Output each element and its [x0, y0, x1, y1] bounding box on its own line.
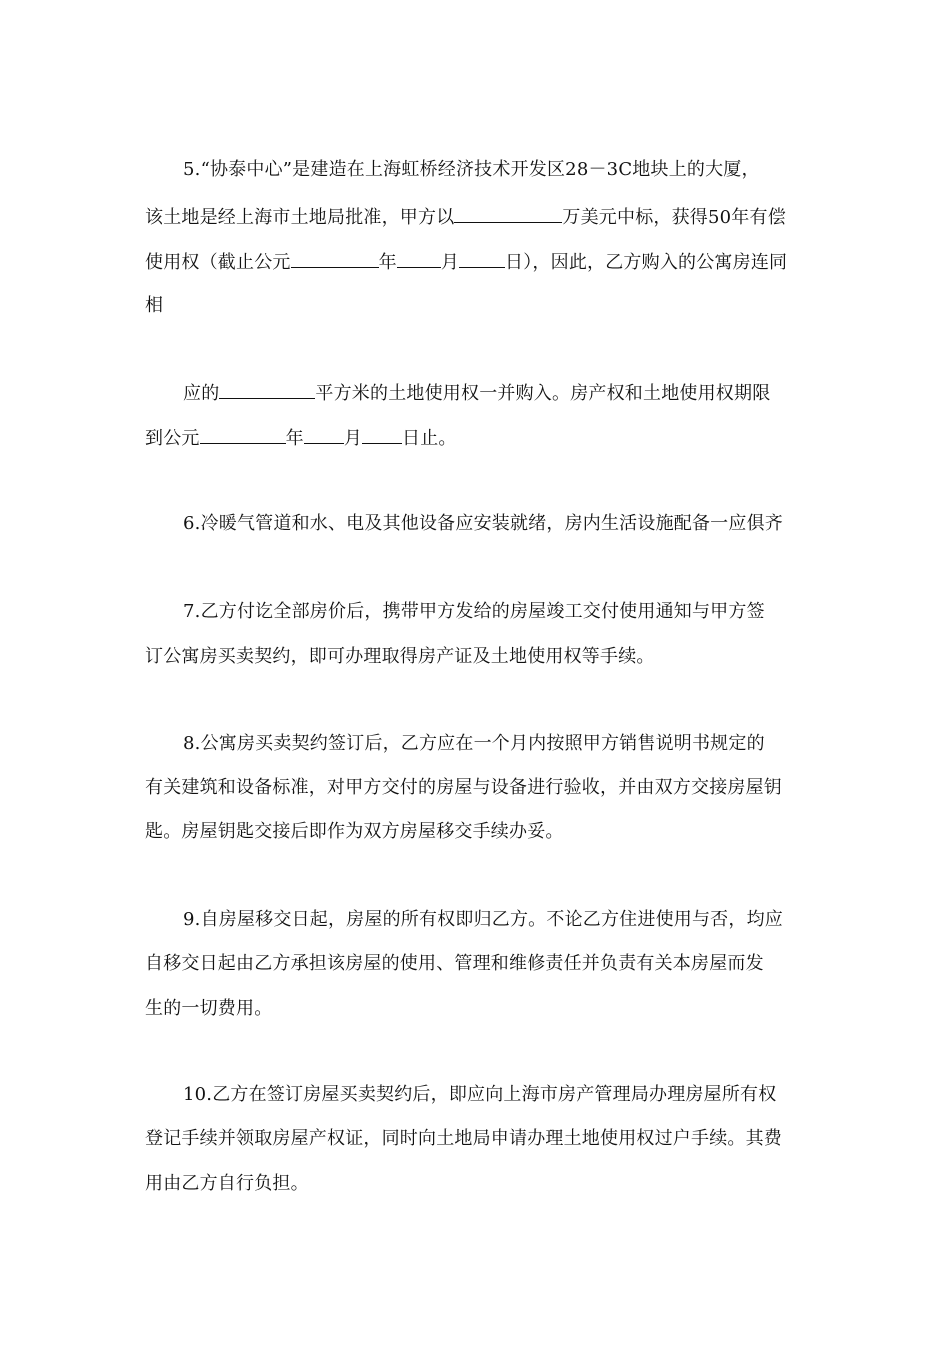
clause-10-text: 10.乙方在签订房屋买卖契约后，即应向上海市房产管理局办理房屋所有权	[183, 1084, 777, 1105]
clause-9-text: 自移交日起由乙方承担该房屋的使用、管理和维修责任并负责有关本房屋而发	[145, 953, 764, 974]
clause-7-text: 订公寓房买卖契约，即可办理取得房产证及土地使用权等手续。	[145, 646, 655, 667]
clause-8-line-2	[145, 776, 815, 800]
clause-5-line-1	[183, 158, 815, 182]
day-blank	[362, 425, 402, 444]
clause-5-text: 5.“协泰中心”是建造在上海虹桥经济技术开发区28－3C地块上的大厦，	[183, 159, 760, 180]
month-blank	[397, 249, 441, 268]
clause-5-text: 日止。	[402, 428, 457, 449]
amount-blank	[454, 204, 562, 223]
clause-9-line-3	[145, 997, 815, 1021]
year-blank	[291, 249, 379, 268]
clause-5-line-6	[145, 425, 815, 451]
clause-5-text: 年	[378, 252, 397, 273]
clause-5-text: 月	[343, 428, 363, 449]
clause-5-line-3	[145, 249, 815, 275]
day-blank	[459, 249, 505, 268]
clause-8-line-1	[183, 732, 815, 756]
clause-6-line-1	[183, 512, 815, 536]
clause-5-text: 月	[440, 252, 460, 273]
clause-7-line-1	[183, 600, 815, 624]
clause-9-line-2	[145, 952, 815, 976]
clause-8-line-3	[145, 820, 815, 844]
clause-5-text: 该土地是经上海市土地局批准，甲方以	[145, 207, 455, 228]
clause-10-line-3	[145, 1172, 815, 1196]
clause-5-text: 年	[285, 428, 304, 449]
year-blank	[200, 425, 286, 444]
clause-9-line-1	[183, 908, 815, 932]
clause-8-text: 8.公寓房买卖契约签订后，乙方应在一个月内按照甲方销售说明书规定的	[183, 733, 765, 754]
clause-5-text: 万美元中标，获得50年有偿	[562, 207, 786, 228]
clause-5-text: 平方米的土地使用权一并购入。房产权和土地使用权期限	[315, 383, 771, 404]
clause-5-line-4	[145, 294, 815, 318]
clause-8-text: 匙。房屋钥匙交接后即作为双方房屋移交手续办妥。	[145, 821, 564, 842]
month-blank	[304, 425, 344, 444]
clause-8-text: 有关建筑和设备标准，对甲方交付的房屋与设备进行验收，并由双方交接房屋钥	[145, 777, 782, 798]
clause-9-text: 生的一切费用。	[145, 998, 273, 1019]
clause-10-text: 用由乙方自行负担。	[145, 1173, 309, 1194]
clause-5-text: 到公元	[145, 428, 200, 449]
clause-10-text: 登记手续并领取房屋产权证，同时向土地局申请办理土地使用权过户手续。其费	[145, 1128, 782, 1149]
clause-5-line-5	[183, 380, 815, 406]
clause-5-line-2	[145, 204, 815, 230]
area-blank	[219, 380, 315, 399]
clause-5-text: 相	[145, 295, 164, 316]
clause-5-text: 应的	[183, 383, 220, 404]
clause-10-line-1	[183, 1083, 815, 1107]
clause-10-line-2	[145, 1127, 815, 1151]
clause-7-text: 7.乙方付讫全部房价后，携带甲方发给的房屋竣工交付使用通知与甲方签	[183, 601, 765, 622]
clause-9-text: 9.自房屋移交日起，房屋的所有权即归乙方。不论乙方住进使用与否，均应	[183, 909, 783, 930]
clause-6-text: 6.冷暖气管道和水、电及其他设备应安装就绪，房内生活设施配备一应俱齐	[183, 513, 783, 534]
clause-5-text: 日），因此，乙方购入的公寓房连同	[505, 252, 788, 273]
clause-5-text: 使用权（截止公元	[145, 252, 291, 273]
clause-7-line-2	[145, 645, 815, 669]
